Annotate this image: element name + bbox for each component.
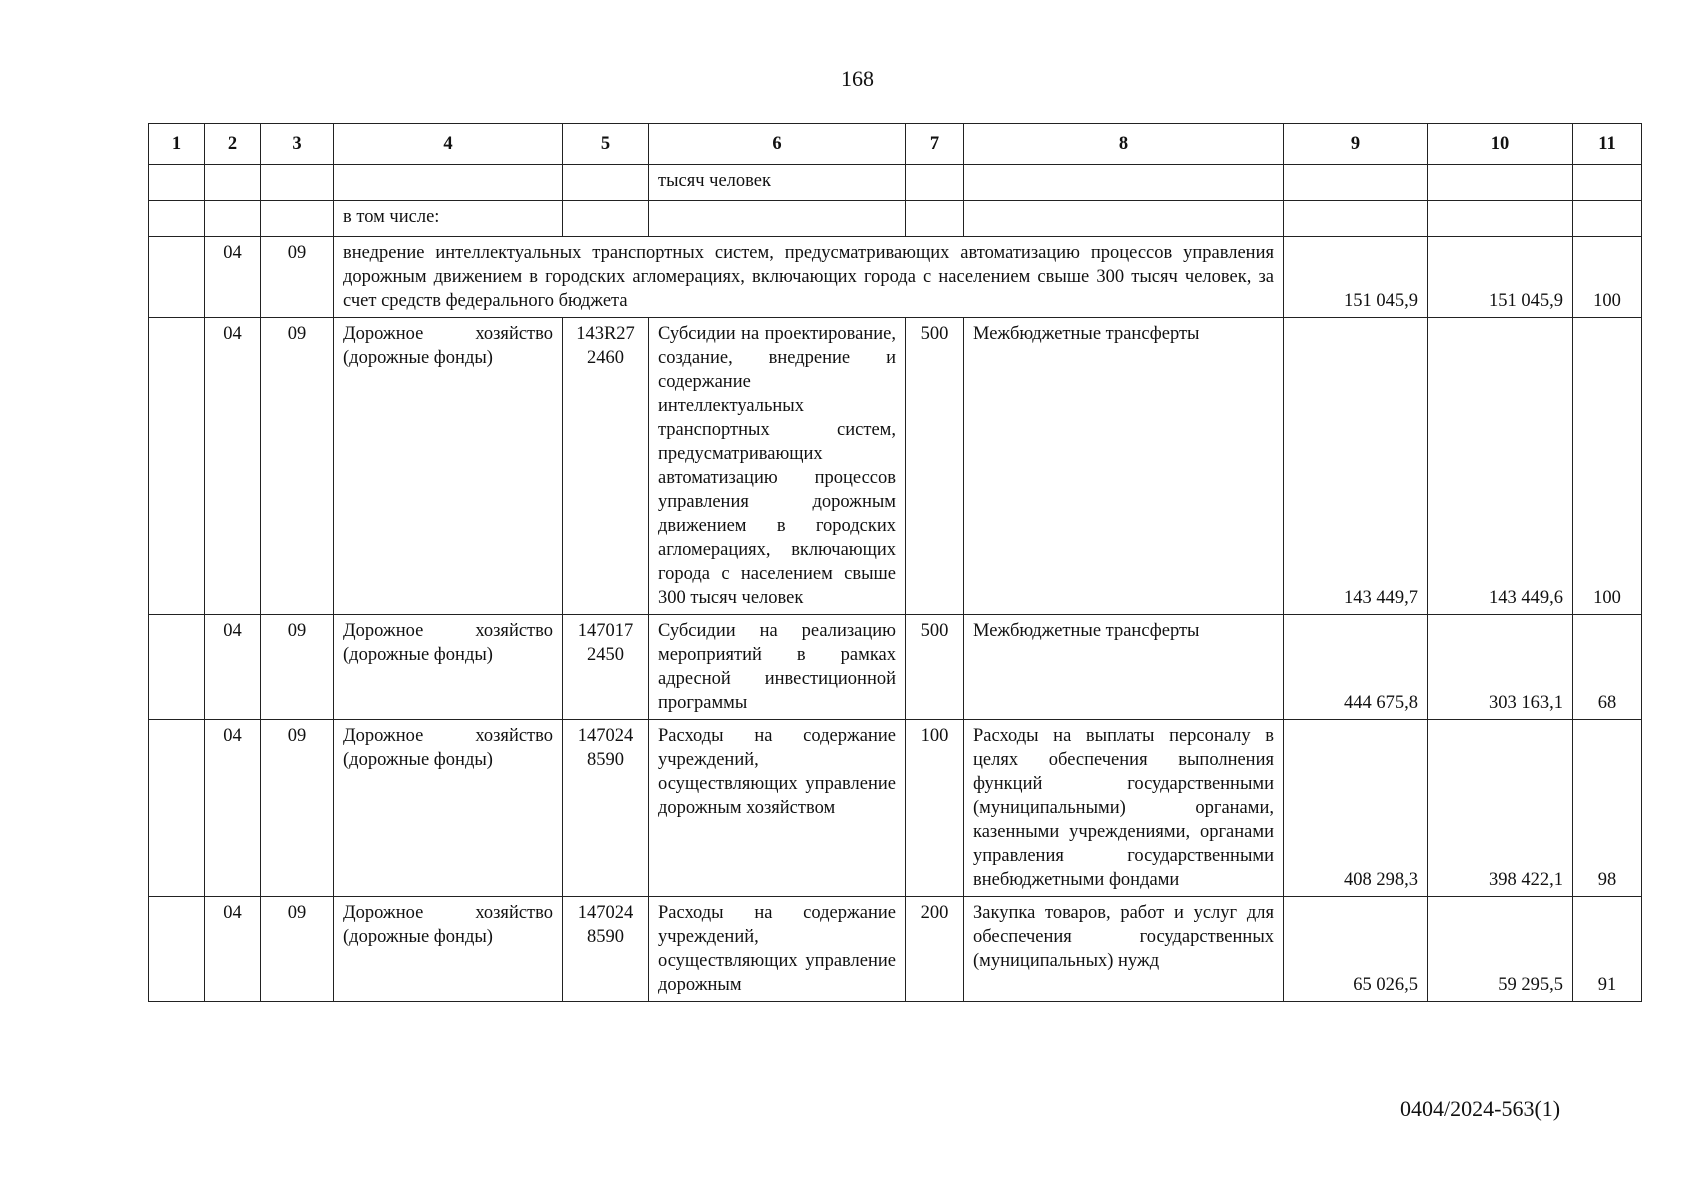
header-row	[149, 124, 1642, 165]
col-header: 2	[205, 124, 261, 165]
plan-amount: 444 675,8	[1284, 615, 1428, 720]
col-header: 1	[149, 124, 205, 165]
including-row	[149, 201, 1642, 237]
table-row	[149, 897, 1642, 1002]
document-code: 0404/2024-563(1)	[1400, 1096, 1561, 1121]
budget-table	[148, 123, 1642, 1002]
col-header: 11	[1573, 124, 1642, 165]
group-description: внедрение интеллектуальных транспортных систем, предусматривающих автоматизацию процессов управления дорожным движением в городских агломерациях, включающих города с населением свыше 300 тысяч человек, за счет средств федерального бюджета	[334, 237, 1284, 318]
section-code: 04	[205, 720, 261, 897]
subsection-code: 09	[261, 897, 334, 1002]
expense-type-name: Расходы на выплаты персоналу в целях обеспечения выполнения функций государственными (муниципальными) органами, казенными учреждениями, органами управления государственными внебюджетными фондами	[964, 720, 1284, 897]
group-row	[149, 237, 1642, 318]
table-row	[149, 720, 1642, 897]
percent: 98	[1573, 720, 1642, 897]
section-code: 04	[205, 318, 261, 615]
target-article: 147024 8590	[563, 897, 649, 1002]
expense-type-code: 500	[906, 615, 964, 720]
actual-amount: 151 045,9	[1428, 237, 1573, 318]
section-name: Дорожное хозяйство (дорожные фонды)	[334, 897, 563, 1002]
col-header: 8	[964, 124, 1284, 165]
article-name: Расходы на содержание учреждений, осуществляющих управление дорожным	[649, 897, 906, 1002]
plan-amount: 65 026,5	[1284, 897, 1428, 1002]
section-name: Дорожное хозяйство (дорожные фонды)	[334, 720, 563, 897]
plan-amount: 151 045,9	[1284, 237, 1428, 318]
table-row	[149, 318, 1642, 615]
expense-type-code: 100	[906, 720, 964, 897]
continuation-text: тысяч человек	[649, 165, 906, 201]
plan-amount: 408 298,3	[1284, 720, 1428, 897]
section-name: Дорожное хозяйство (дорожные фонды)	[334, 615, 563, 720]
target-article: 147024 8590	[563, 720, 649, 897]
article-name: Субсидии на проектирование, создание, внедрение и содержание интеллектуальных транспортных систем, предусматривающих автоматизацию процессов управления дорожным движением в городских агломерациях, включающих города с населением свыше 300 тысяч человек	[649, 318, 906, 615]
actual-amount: 143 449,6	[1428, 318, 1573, 615]
expense-type-code: 500	[906, 318, 964, 615]
target-article: 147017 2450	[563, 615, 649, 720]
target-article: 143R27 2460	[563, 318, 649, 615]
continuation-row	[149, 165, 1642, 201]
article-name: Субсидии на реализацию мероприятий в рамках адресной инвестиционной программы	[649, 615, 906, 720]
actual-amount: 59 295,5	[1428, 897, 1573, 1002]
expense-type-name: Межбюджетные трансферты	[964, 318, 1284, 615]
col-header: 7	[906, 124, 964, 165]
expense-type-name: Закупка товаров, работ и услуг для обеспечения государственных (муниципальных) нужд	[964, 897, 1284, 1002]
section-code: 04	[205, 237, 261, 318]
col-header: 9	[1284, 124, 1428, 165]
actual-amount: 303 163,1	[1428, 615, 1573, 720]
section-code: 04	[205, 897, 261, 1002]
actual-amount: 398 422,1	[1428, 720, 1573, 897]
section-name: Дорожное хозяйство (дорожные фонды)	[334, 318, 563, 615]
col-header: 5	[563, 124, 649, 165]
expense-type-name: Межбюджетные трансферты	[964, 615, 1284, 720]
plan-amount: 143 449,7	[1284, 318, 1428, 615]
section-code: 04	[205, 615, 261, 720]
percent: 68	[1573, 615, 1642, 720]
subsection-code: 09	[261, 318, 334, 615]
percent: 100	[1573, 318, 1642, 615]
page-number: 168	[841, 66, 874, 91]
col-header: 4	[334, 124, 563, 165]
percent: 100	[1573, 237, 1642, 318]
article-name: Расходы на содержание учреждений, осуществляющих управление дорожным хозяйством	[649, 720, 906, 897]
col-header: 10	[1428, 124, 1573, 165]
subsection-code: 09	[261, 720, 334, 897]
col-header: 3	[261, 124, 334, 165]
table-row	[149, 615, 1642, 720]
subsection-code: 09	[261, 615, 334, 720]
percent: 91	[1573, 897, 1642, 1002]
including-label: в том числе:	[334, 201, 563, 237]
col-header: 6	[649, 124, 906, 165]
subsection-code: 09	[261, 237, 334, 318]
expense-type-code: 200	[906, 897, 964, 1002]
